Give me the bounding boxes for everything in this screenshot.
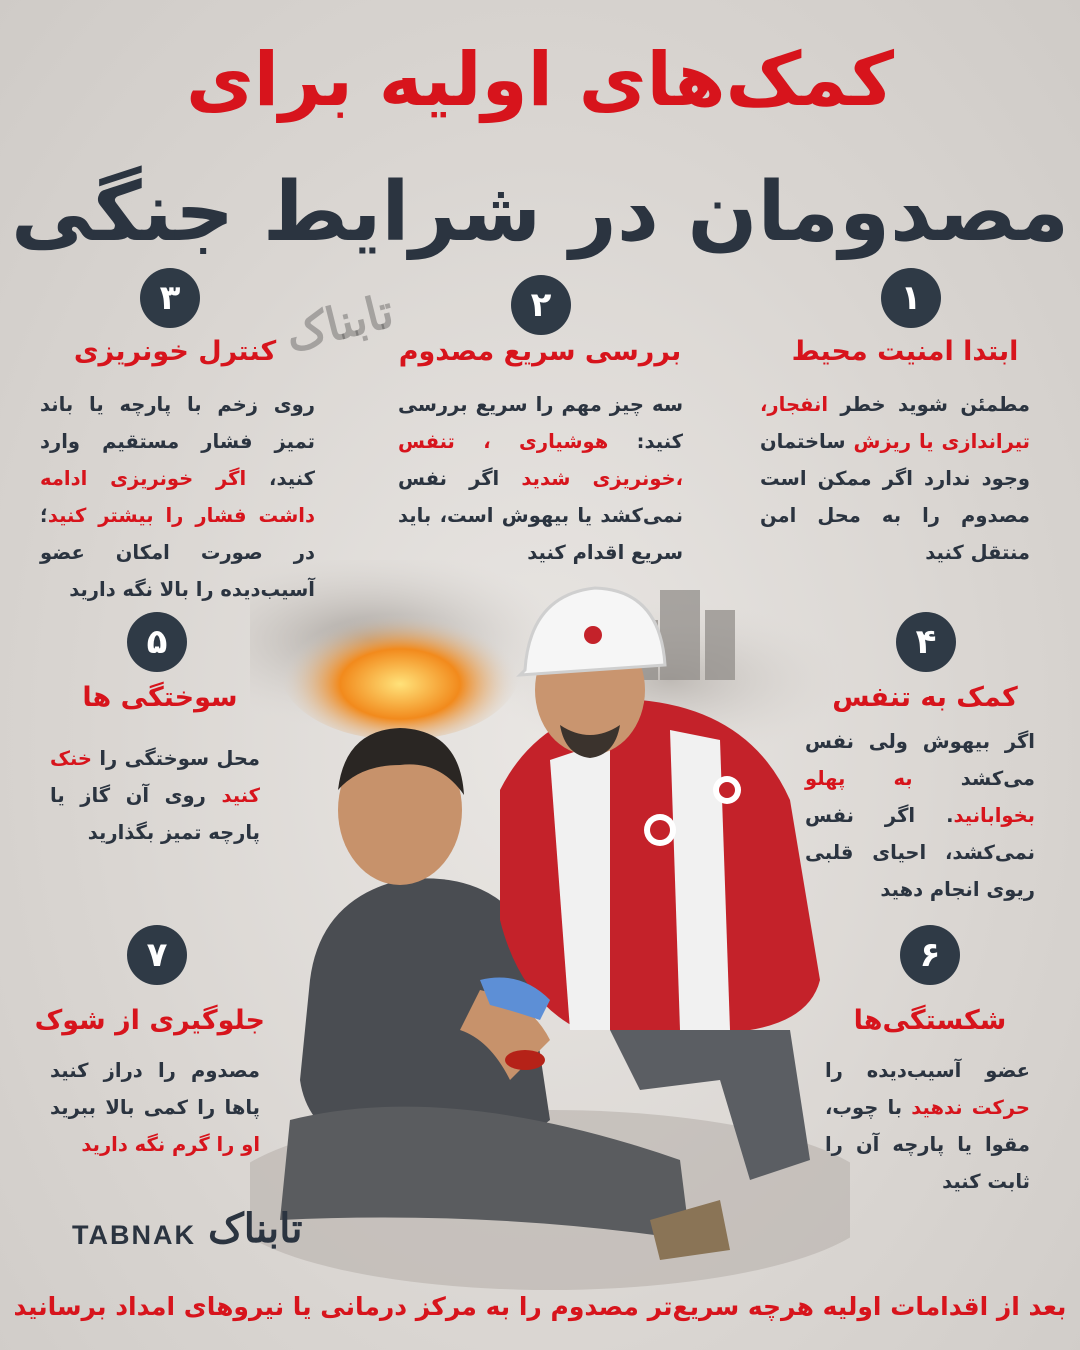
step-number-7: ۷	[127, 925, 187, 985]
step-number-4: ۴	[896, 612, 956, 672]
step-3-text-highlight: اگر خونریزی ادامه داشت فشار را بیشتر کنید	[40, 467, 315, 527]
step-5-title: سوختگی ها	[82, 682, 238, 713]
step-1-title: ابتدا امنیت محیط	[791, 336, 1019, 367]
step-6-text-highlight: حرکت ندهید	[911, 1096, 1030, 1119]
step-1-text-a: مطمئن شوید خطر	[828, 393, 1030, 416]
step-1-text-b: ساختمان وجود ندارد اگر ممکن است مصدوم را به محل امن منتقل کنید	[760, 430, 1030, 564]
step-1-body	[760, 386, 1030, 571]
step-number-6: ۶	[900, 925, 960, 985]
title-line-2: مصدومان در شرایط جنگی	[11, 165, 1069, 260]
step-5-text-highlight: خنک کنید	[50, 747, 260, 807]
step-4-title: کمک به تنفس	[832, 682, 1018, 713]
fire-blaze	[280, 600, 520, 740]
step-2-body	[398, 386, 683, 571]
step-5-body	[50, 740, 260, 851]
step-5-text-a: محل سوختگی را	[91, 747, 260, 770]
step-4-body	[805, 723, 1035, 908]
step-3-body	[40, 386, 315, 608]
step-6-title: شکستگی‌ها	[853, 1005, 1007, 1036]
step-7-body	[50, 1052, 260, 1163]
step-3-text-a: روی زخم با پارچه یا باند تمیز فشار مستقیم وارد کنید،	[40, 393, 315, 490]
step-number-3: ۳	[140, 268, 200, 328]
step-2-title: بررسی سریع مصدوم	[398, 336, 682, 367]
tabnak-logo-persian: تابناک	[208, 1205, 303, 1252]
step-number-2: ۲	[511, 275, 571, 335]
step-6-text-a: عضو آسیب‌دیده را	[825, 1059, 1030, 1082]
step-4-text-highlight: به پهلو بخوابانید	[805, 767, 1035, 827]
step-2-text-b: اگر نفس نمی‌کشد یا بیهوش است، باید سریع اقدام کنید	[398, 467, 683, 564]
step-number-1: ۱	[881, 268, 941, 328]
step-7-text-highlight: او را گرم نگه دارید	[81, 1133, 260, 1156]
footer-note: بعد از اقدامات اولیه هرچه سریع‌تر مصدوم را به مرکز درمانی یا نیروهای امداد برسانید	[13, 1292, 1067, 1321]
rescue-illustration	[250, 560, 850, 1300]
watermark-logo: تابناک	[280, 283, 399, 363]
step-4-text-a: اگر بیهوش ولی نفس می‌کشد	[805, 730, 1035, 790]
tabnak-logo-latin: TABNAK	[72, 1220, 196, 1250]
step-1-text-highlight: انفجار، تیراندازی یا ریزش	[760, 393, 1030, 453]
step-6-text-b: با چوب، مقوا یا پارچه آن را ثابت کنید	[825, 1096, 1030, 1193]
step-7-title: جلوگیری از شوک	[34, 1005, 265, 1036]
step-2-text-a: سه چیز مهم را سریع بررسی کنید:	[398, 393, 683, 453]
step-7-text-a: مصدوم را دراز کنید پاها را کمی بالا ببرید	[50, 1059, 260, 1119]
step-5-text-b: روی آن گاز یا پارچه تمیز بگذارید	[50, 784, 260, 844]
step-2-text-highlight: هوشیاری ، تنفس ،خونریزی شدید	[398, 430, 684, 490]
step-3-title: کنترل خونریزی	[73, 336, 277, 367]
step-4-text-b: . اگر نفس نمی‌کشد، احیای قلبی ریوی انجام دهید	[805, 804, 1035, 901]
step-3-text-b: ؛ در صورت امکان عضو آسیب‌دیده را بالا نگه دارید	[40, 504, 315, 601]
step-6-body	[825, 1052, 1030, 1200]
title-line-1: کمک‌های اولیه برای	[185, 37, 895, 123]
step-number-5: ۵	[127, 612, 187, 672]
